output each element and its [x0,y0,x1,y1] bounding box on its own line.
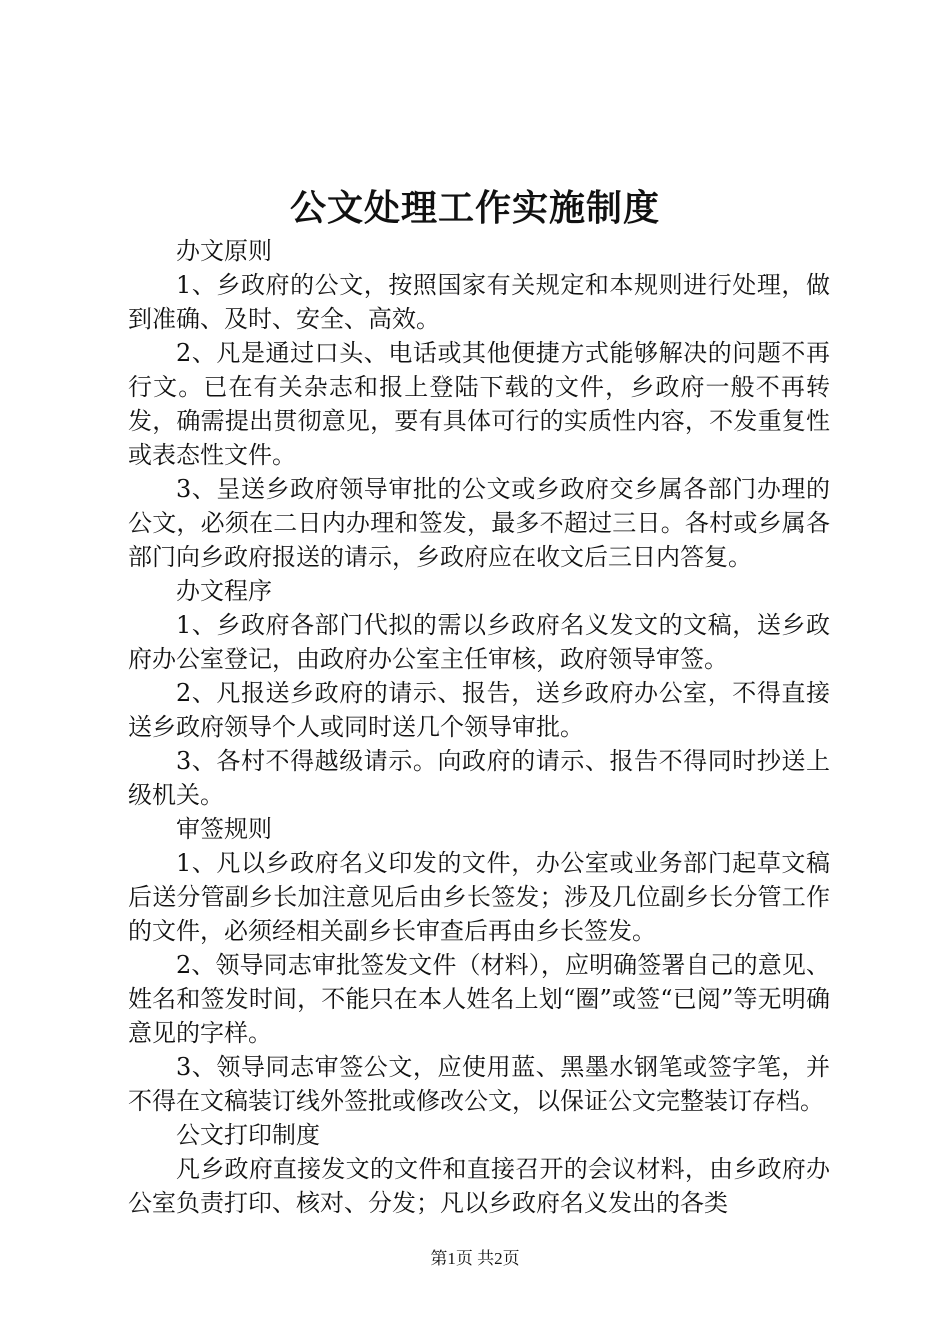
page-number-footer: 第1页 共2页 [430,1249,520,1268]
document-title: 公文处理工作实施制度 [289,187,660,229]
section-heading: 审签规则 [176,815,272,843]
paragraph: 1、凡以乡政府名义印发的文件，办公室或业务部门起草文稿后送分管副乡长加注意见后由乡长签发；涉及几位副乡长分管工作的文件，必须经相关副乡长审查后再由乡长签发。 [128,849,830,945]
section-heading: 公文打印制度 [176,1121,320,1149]
paragraph: 2、凡是通过口头、电话或其他便捷方式能够解决的问题不再行文。已在有关杂志和报上登陆下载的文件，乡政府一般不再转发，确需提出贯彻意见，要有具体可行的实质性内容，不发重复性或表态性文件。 [128,339,830,469]
paragraph: 3、呈送乡政府领导审批的公文或乡政府交乡属各部门办理的公文，必须在二日内办理和签发，最多不超过三日。各村或乡属各部门向乡政府报送的请示，乡政府应在收文后三日内答复。 [128,475,830,571]
paragraph: 2、领导同志审批签发文件（材料），应明确签署自己的意见、姓名和签发时间，不能只在本人姓名上划“圈”或签“已阅”等无明确意见的字样。 [128,951,830,1047]
paragraph: 1、乡政府的公文，按照国家有关规定和本规则进行处理，做到准确、及时、安全、高效。 [128,271,830,333]
document-body [128,234,830,1220]
paragraph: 1、乡政府各部门代拟的需以乡政府名义发文的文稿，送乡政府办公室登记，由政府办公室主任审核，政府领导审签。 [128,611,830,673]
paragraph: 3、领导同志审签公文，应使用蓝、黑墨水钢笔或签字笔，并不得在文稿装订线外签批或修改公文，以保证公文完整装订存档。 [128,1053,830,1115]
paragraph: 3、各村不得越级请示。向政府的请示、报告不得同时抄送上级机关。 [128,747,830,809]
paragraph: 2、凡报送乡政府的请示、报告，送乡政府办公室，不得直接送乡政府领导个人或同时送几个领导审批。 [128,679,830,741]
section-heading: 办文程序 [176,577,272,605]
section-heading: 办文原则 [176,237,272,265]
paragraph: 凡乡政府直接发文的文件和直接召开的会议材料，由乡政府办公室负责打印、核对、分发；凡以乡政府名义发出的各类 [128,1155,830,1217]
